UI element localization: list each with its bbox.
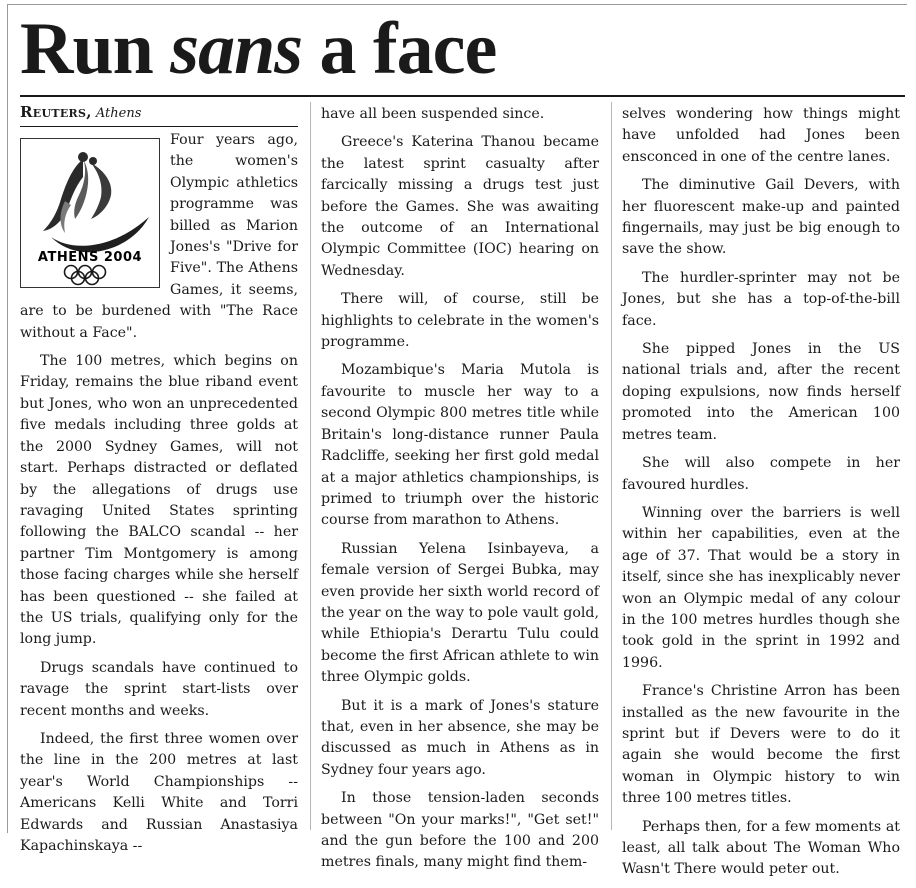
paragraph: The 100 metres, which begins on Friday, remains the blue riband event but Jones, who won an unprecedented five medals including three golds at the 2000 Sydney Games, will not start. Perhaps distracted or deflated by the allegations of drugs use ravaging United States sprinting following the BALCO scandal -- her partner Tim Montgomery is among those facing charges while she herself has been questioned -- she failed at the US trials, qualifying only for the long jump. <box>20 353 298 648</box>
headline <box>20 6 900 92</box>
paragraph: Russian Yelena Isinbayeva, a female version of Sergei Bubka, may even provide her sixth world record of the year on the way to pole vault gold, while Ethiopia's Derartu Tulu could become the first African athlete to win three Olympic golds. <box>321 540 599 686</box>
paragraph: selves wondering how things might have unfolded had Jones been ensconced in one of the centre lanes. <box>622 106 900 165</box>
paragraph: Drugs scandals have continued to ravage the sprint start-lists over recent months and weeks. <box>20 659 298 719</box>
paragraph: But it is a mark of Jones's stature that, even in her absence, she may be discussed as much in Athens as in Sydney four years ago. <box>321 697 599 778</box>
paragraph: Greece's Katerina Thanou became the latest sprint casualty after farcically missing a drugs test just before the Games. She was awaiting the outcome of an International Olympic Committee (IOC) hearing on Wednesday. <box>321 134 599 279</box>
byline <box>20 102 298 127</box>
article-column-1 <box>20 102 298 864</box>
paragraph: The diminutive Gail Devers, with her fluorescent make-up and painted fingernails, may just be big enough to save the show. <box>622 177 900 258</box>
headline-part-2: sans <box>170 8 303 90</box>
olympic-rings-icon <box>65 266 106 285</box>
headline-part-3: a face <box>302 8 497 90</box>
paragraph: have all been suspended since. <box>321 106 545 122</box>
headline-part-1: Run <box>20 8 171 90</box>
paragraph: Winning over the barriers is well within her capabilities, even at the age of 37. That would be a story in itself, since she has inexplicably never won an Olympic medal of any colour in the 100 metres hurdles though she took gold in the sprint in 1992 and 1996. <box>622 504 900 671</box>
column-divider-1 <box>310 102 311 830</box>
paragraph: In those tension-laden seconds between "On your marks!", "Get set!" and the gun before the 100 and 200 metres finals, many might find them- <box>321 790 599 871</box>
article-column-3 <box>622 104 900 888</box>
athens-2004-logo <box>20 138 160 288</box>
byline-place: Athens <box>95 106 142 121</box>
headline-rule <box>20 95 905 97</box>
article-column-2 <box>321 104 599 881</box>
paragraph: There will, of course, still be highlights to celebrate in the women's programme. <box>321 291 599 351</box>
paragraph: She pipped Jones in the US national trials and, after the recent doping expulsions, now finds herself promoted into the American 100 metres team. <box>622 341 900 443</box>
column-divider-2 <box>611 102 612 830</box>
paragraph: France's Christine Arron has been installed as the new favourite in the sprint but if Devers were to do it again she would become the first woman in Olympic history to win three 100 metres titles. <box>622 683 900 807</box>
paragraph: The hurdler-sprinter may not be Jones, but she has a top-of-the-bill face. <box>622 269 900 329</box>
logo-text: ATHENS 2004 <box>37 250 143 265</box>
paragraph: Perhaps then, for a few moments at least, all talk about The Woman Who Wasn't There would peter out. <box>622 818 900 878</box>
paragraph: Mozambique's Maria Mutola is favourite to muscle her way to a second Olympic 800 metres title while Britain's long-distance runner Paula Radcliffe, seeking her first gold medal at a major athletics championships, is primed to triumph over the historic course from marathon to Athens. <box>321 362 599 529</box>
paragraph: Indeed, the first three women over the line in the 200 metres at last year's World Championships -- Americans Kelli White and Torri Edwards and Russian Anastasiya Kapachinskaya -- <box>20 730 298 854</box>
byline-agency: Reuters, <box>20 103 92 121</box>
paragraph: Four years ago, the women's Olympic athletics programme was billed as Marion Jones's "Drive for Five". The Athens Games, it seems, are to be burdened with "The Race without a Face". <box>20 132 298 341</box>
paragraph: She will also compete in her favoured hurdles. <box>622 455 900 493</box>
athens-2004-emblem-icon <box>21 139 159 287</box>
